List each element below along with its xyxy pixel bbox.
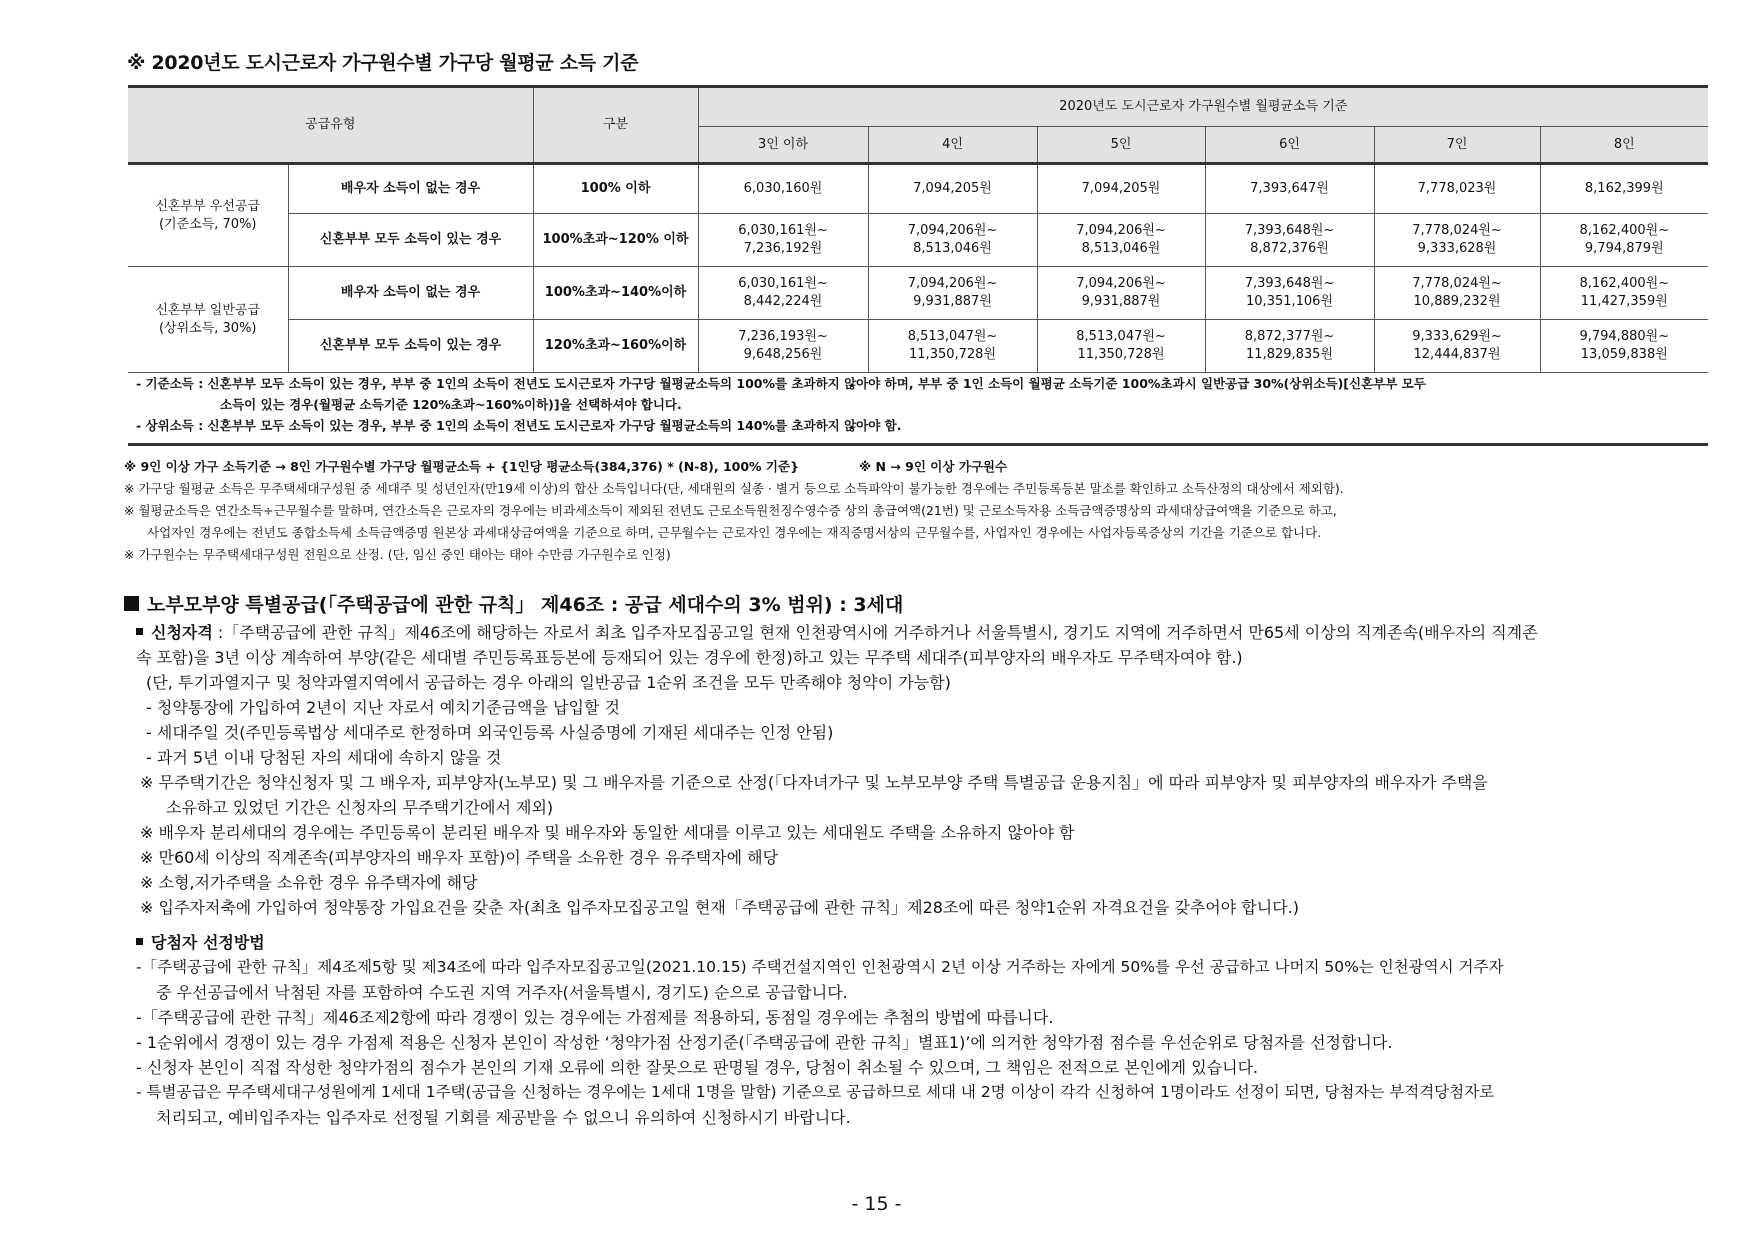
cell-value-line1: 6,030,160원 xyxy=(743,181,823,196)
qualification-line: 소유하고 있었던 기간은 신청자의 무주택기간에서 제외) xyxy=(166,798,554,817)
group-label xyxy=(128,267,288,373)
cell-value xyxy=(1540,320,1708,373)
winner-line: -「주택공급에 관한 규칙」제4조제5항 및 제34조에 따라 입주자모집공고일(2021.10.15) 주택건설지역인 인천광역시 2년 이상 거주하는 자에게 50%를 우선 공급하고 나머지 50%는 인천광역시 거주자 xyxy=(136,958,1504,976)
cell-value xyxy=(1374,164,1540,214)
row-range: 100% 이하 xyxy=(533,164,698,214)
col-household: 8인 xyxy=(1540,127,1708,164)
cell-value xyxy=(868,320,1037,373)
row-case: 배우자 소득이 없는 경우 xyxy=(288,267,533,320)
small-note: ※ N → 9인 이상 가구원수 xyxy=(858,459,1008,474)
cell-value-line1: 7,094,206원~ xyxy=(907,223,998,238)
cell-value-line1: 7,393,647원 xyxy=(1250,181,1329,196)
col-household: 3인 이하 xyxy=(698,127,868,164)
cell-value-line2: 12,444,837원 xyxy=(1413,347,1501,362)
cell-value xyxy=(698,214,868,267)
cell-value-line2: 8,442,224원 xyxy=(743,294,823,309)
qualification-line xyxy=(136,620,1538,645)
cell-value-line1: 9,794,880원~ xyxy=(1579,329,1670,344)
cell-value-line1: 7,393,648원~ xyxy=(1244,276,1335,291)
cell-value-line1: 8,162,400원~ xyxy=(1579,276,1670,291)
cell-value-line2: 11,350,728원 xyxy=(1077,347,1165,362)
small-note: ※ 가구원수는 무주택세대구성원 전원으로 산정. (단, 임신 중인 태아는 태아 수만큼 가구원수로 인정) xyxy=(124,547,671,562)
table-row xyxy=(128,214,1708,267)
section-title: ※ 2020년도 도시근로자 가구원수별 가구당 월평균 소득 기준 xyxy=(127,52,639,74)
cell-value-line1: 6,030,161원~ xyxy=(738,223,828,238)
row-case: 배우자 소득이 없는 경우 xyxy=(288,164,533,214)
cell-value-line2: 10,889,232원 xyxy=(1413,294,1501,309)
cell-value-line1: 8,513,047원~ xyxy=(1076,329,1166,344)
cell-value xyxy=(1037,320,1205,373)
table-notes xyxy=(128,373,1708,446)
qualification-line: ※ 배우자 분리세대의 경우에는 주민등록이 분리된 배우자 및 배우자와 동일한 세대를 이루고 있는 세대원도 주택을 소유하지 않아야 함 xyxy=(140,823,1075,842)
cell-value xyxy=(1374,320,1540,373)
row-range: 100%초과~120% 이하 xyxy=(533,214,698,267)
winner-line: -「주택공급에 관한 규칙」제46조제2항에 따라 경쟁이 있는 경우에는 가점제를 적용하되, 동점일 경우에는 추첨의 방법에 따릅니다. xyxy=(136,1008,1054,1027)
square-bullet-icon xyxy=(136,628,143,635)
qualification-line: (단, 투기과열지구 및 청약과열지역에서 공급하는 경우 아래의 일반공급 1순위 조건을 모두 만족해야 청약이 가능함) xyxy=(146,673,951,692)
square-bullet-icon xyxy=(136,938,143,945)
section2-title xyxy=(124,590,903,617)
cell-value xyxy=(698,320,868,373)
cell-value-line1: 7,778,024원~ xyxy=(1412,223,1502,238)
cell-value-line2: 11,829,835원 xyxy=(1246,347,1334,362)
small-note-row xyxy=(124,456,1344,478)
winner-line: - 특별공급은 무주택세대구성원에게 1세대 1주택(공급을 신청하는 경우에는 1세대 1명을 말함) 기준으로 공급하므로 세대 내 2명 이상이 각각 신청하여 1명이라도 선정이 되면, 당첨자는 부적격당첨자로 xyxy=(136,1083,1495,1101)
cell-value-line1: 8,872,377원~ xyxy=(1244,329,1335,344)
qualification-text: :「주택공급에 관한 규칙」제46조에 해당하는 자로서 최초 입주자모집공고일 현재 인천광역시에 거주하거나 서울특별시, 경기도 지역에 거주하면서 만65세 이상의 직계존속(배우자의 직계존 xyxy=(212,623,1538,642)
cell-value xyxy=(698,267,868,320)
cell-value-line1: 7,094,205원 xyxy=(1081,181,1161,196)
qualification-line: - 청약통장에 가입하여 2년이 지난 자로서 예치기준금액을 납입할 것 xyxy=(146,698,620,717)
cell-value xyxy=(1205,164,1374,214)
col-household: 7인 xyxy=(1374,127,1540,164)
cell-value-line2: 10,351,106원 xyxy=(1246,294,1334,309)
cell-value-line1: 9,333,629원~ xyxy=(1412,329,1502,344)
page-number: - 15 - xyxy=(851,1193,902,1215)
cell-value xyxy=(1205,214,1374,267)
small-note: ※ 9인 이상 가구 소득기준 → 8인 가구원수별 가구당 월평균소득 + {1인당 평균소득(384,376) * (N-8), 100% 기준} xyxy=(124,459,799,474)
table-row xyxy=(128,320,1708,373)
winner-line: - 1순위에서 경쟁이 있는 경우 가점제 적용은 신청자 본인이 작성한 ‘청약가점 산정기준(「주택공급에 관한 규칙」별표1)’에 의거한 청약가점 점수를 우선순위로 당첨자를 선정합니다. xyxy=(136,1033,1393,1052)
cell-value-line2: 9,931,887원 xyxy=(913,294,992,309)
cell-value xyxy=(698,164,868,214)
qualification-line: - 세대주일 것(주민등록법상 세대주로 한정하며 외국인등록 사실증명에 기재된 세대주는 인정 안됨) xyxy=(146,723,834,742)
group-label-line2: (상위소득, 30%) xyxy=(158,320,257,336)
cell-value-line1: 6,030,161원~ xyxy=(738,276,828,291)
table-note: 소득이 있는 경우(월평균 소득기준 120%초과~160%이하)]을 선택하셔야 합니다. xyxy=(220,397,682,412)
cell-value-line1: 7,094,205원 xyxy=(913,181,992,196)
income-table xyxy=(128,85,1708,373)
cell-value-line1: 8,513,047원~ xyxy=(907,329,998,344)
winner-selection-block xyxy=(136,930,1503,1130)
cell-value-line1: 7,393,648원~ xyxy=(1244,223,1335,238)
winner-label: 당첨자 선정방법 xyxy=(151,933,265,952)
cell-value xyxy=(1037,164,1205,214)
col-division: 구분 xyxy=(533,87,698,164)
col-household: 6인 xyxy=(1205,127,1374,164)
col-group-header: 2020년도 도시근로자 가구원수별 월평균소득 기준 xyxy=(698,87,1708,127)
group-label-line2: (기준소득, 70%) xyxy=(158,216,257,232)
winner-heading xyxy=(136,930,1503,955)
cell-value xyxy=(1205,267,1374,320)
table-row xyxy=(128,164,1708,214)
cell-value xyxy=(1374,214,1540,267)
col-supply-type: 공급유형 xyxy=(128,87,533,164)
cell-value-line2: 7,236,192원 xyxy=(743,241,823,256)
row-range: 120%초과~160%이하 xyxy=(533,320,698,373)
qualification-block xyxy=(136,620,1538,920)
small-note: ※ 가구당 월평균 소득은 무주택세대구성원 중 세대주 및 성년인자(만19세 이상)의 합산 소득입니다(단, 세대원의 실종 · 별거 등으로 소득파악이 불가능한 경우에는 주민등록등본 말소를 확인하고 소득산정의 대상에서 제외함). xyxy=(124,481,1344,496)
qualification-line: - 과거 5년 이내 당첨된 자의 세대에 속하지 않을 것 xyxy=(146,748,502,767)
cell-value xyxy=(1540,164,1708,214)
qualification-line: ※ 입주자저축에 가입하여 청약통장 가입요건을 갖춘 자(최초 입주자모집공고일 현재「주택공급에 관한 규칙」제28조에 따른 청약1순위 자격요건을 갖추어야 합니다.) xyxy=(140,898,1299,917)
cell-value xyxy=(1037,267,1205,320)
qualification-line: 속 포함)을 3년 이상 계속하여 부양(같은 세대별 주민등록표등본에 등재되어 있는 경우에 한정)하고 있는 무주택 세대주(피부양자의 배우자도 무주택자여야 함.) xyxy=(136,648,1243,667)
table-note: - 상위소득 : 신혼부부 모두 소득이 있는 경우, 부부 중 1인의 소득이 전년도 도시근로자 가구당 월평균소득의 140%를 초과하지 않아야 함. xyxy=(136,418,902,433)
group-label-line1: 신혼부부 일반공급 xyxy=(155,302,261,318)
cell-value xyxy=(1205,320,1374,373)
cell-value xyxy=(868,267,1037,320)
cell-value-line2: 9,648,256원 xyxy=(743,347,823,362)
cell-value-line2: 9,931,887원 xyxy=(1081,294,1161,309)
table-note: - 기준소득 : 신혼부부 모두 소득이 있는 경우, 부부 중 1인의 소득이 전년도 도시근로자 가구당 월평균소득의 100%를 초과하지 않아야 하며, 부부 중 1인 소득이 월평균 소득기준 100%초과시 일반공급 30%(상위소득)[신혼부부 모두 xyxy=(136,376,1426,391)
cell-value xyxy=(1037,214,1205,267)
small-notes xyxy=(124,456,1344,566)
winner-line: - 신청자 본인이 직접 작성한 청약가점의 점수가 본인의 기재 오류에 의한 잘못으로 판명될 경우, 당첨이 취소될 수 있으며, 그 책임은 전적으로 본인에게 있습니다. xyxy=(136,1058,1259,1077)
row-case: 신혼부부 모두 소득이 있는 경우 xyxy=(288,214,533,267)
cell-value-line1: 8,162,399원 xyxy=(1584,181,1664,196)
col-household: 5인 xyxy=(1037,127,1205,164)
qualification-label: 신청자격 xyxy=(151,623,213,642)
cell-value-line2: 11,427,359원 xyxy=(1580,294,1668,309)
row-range: 100%초과~140%이하 xyxy=(533,267,698,320)
small-note: 사업자인 경우에는 전년도 종합소득세 소득금액증명 원본상 과세대상금여액을 기준으로 하며, 근무월수는 근로자인 경우에는 재직증명서상의 근무월수를, 사업자인 경우에는 사업자등록증상의 기간을 기준으로 합니다. xyxy=(147,525,1322,540)
cell-value-line1: 7,094,206원~ xyxy=(1076,276,1166,291)
winner-line: 처리되고, 예비입주자는 입주자로 선정될 기회를 제공받을 수 없으니 유의하여 신청하시기 바랍니다. xyxy=(156,1108,851,1127)
cell-value-line2: 13,059,838원 xyxy=(1580,347,1668,362)
cell-value-line1: 7,094,206원~ xyxy=(1076,223,1166,238)
qualification-line: ※ 무주택기간은 청약신청자 및 그 배우자, 피부양자(노부모) 및 그 배우자를 기준으로 산정(「다자녀가구 및 노부모부양 주택 특별공급 운용지침」에 따라 피부양자 및 피부양자의 배우자가 주택을 xyxy=(140,773,1488,792)
cell-value xyxy=(1540,214,1708,267)
table-row xyxy=(128,267,1708,320)
cell-value-line1: 7,778,023원 xyxy=(1417,181,1497,196)
cell-value-line2: 8,513,046원 xyxy=(1081,241,1161,256)
section2-title-text: 노부모부양 특별공급(「주택공급에 관한 규칙」 제46조 : 공급 세대수의 3% 범위) : 3세대 xyxy=(147,594,904,616)
cell-value xyxy=(1540,267,1708,320)
cell-value-line2: 9,333,628원 xyxy=(1417,241,1497,256)
group-label-line1: 신혼부부 우선공급 xyxy=(155,198,261,214)
cell-value-line1: 7,236,193원~ xyxy=(738,329,828,344)
small-note: ※ 월평균소득은 연간소득÷근무월수를 말하며, 연간소득은 근로자의 경우에는 비과세소득이 제외된 전년도 근로소득원천징수영수증 상의 총급여액(21번) 및 근로소득자용 소득금액증명상의 과세대상급여액을 기준으로 하고, xyxy=(124,503,1337,518)
cell-value-line1: 7,094,206원~ xyxy=(907,276,998,291)
cell-value xyxy=(868,164,1037,214)
cell-value-line2: 9,794,879원 xyxy=(1584,241,1664,256)
qualification-line: ※ 소형,저가주택을 소유한 경우 유주택자에 해당 xyxy=(140,873,478,892)
cell-value-line2: 11,350,728원 xyxy=(909,347,997,362)
winner-line: 중 우선공급에서 낙첨된 자를 포함하여 수도권 지역 거주자(서울특별시, 경기도) 순으로 공급합니다. xyxy=(156,983,848,1002)
col-household: 4인 xyxy=(868,127,1037,164)
group-label xyxy=(128,164,288,267)
cell-value xyxy=(1374,267,1540,320)
cell-value-line1: 8,162,400원~ xyxy=(1579,223,1670,238)
cell-value-line2: 8,513,046원 xyxy=(913,241,992,256)
cell-value-line2: 8,872,376원 xyxy=(1250,241,1329,256)
cell-value-line1: 7,778,024원~ xyxy=(1412,276,1502,291)
cell-value xyxy=(868,214,1037,267)
row-case: 신혼부부 모두 소득이 있는 경우 xyxy=(288,320,533,373)
square-bullet-icon xyxy=(124,596,139,611)
qualification-line: ※ 만60세 이상의 직계존속(피부양자의 배우자 포함)이 주택을 소유한 경우 유주택자에 해당 xyxy=(140,848,779,867)
